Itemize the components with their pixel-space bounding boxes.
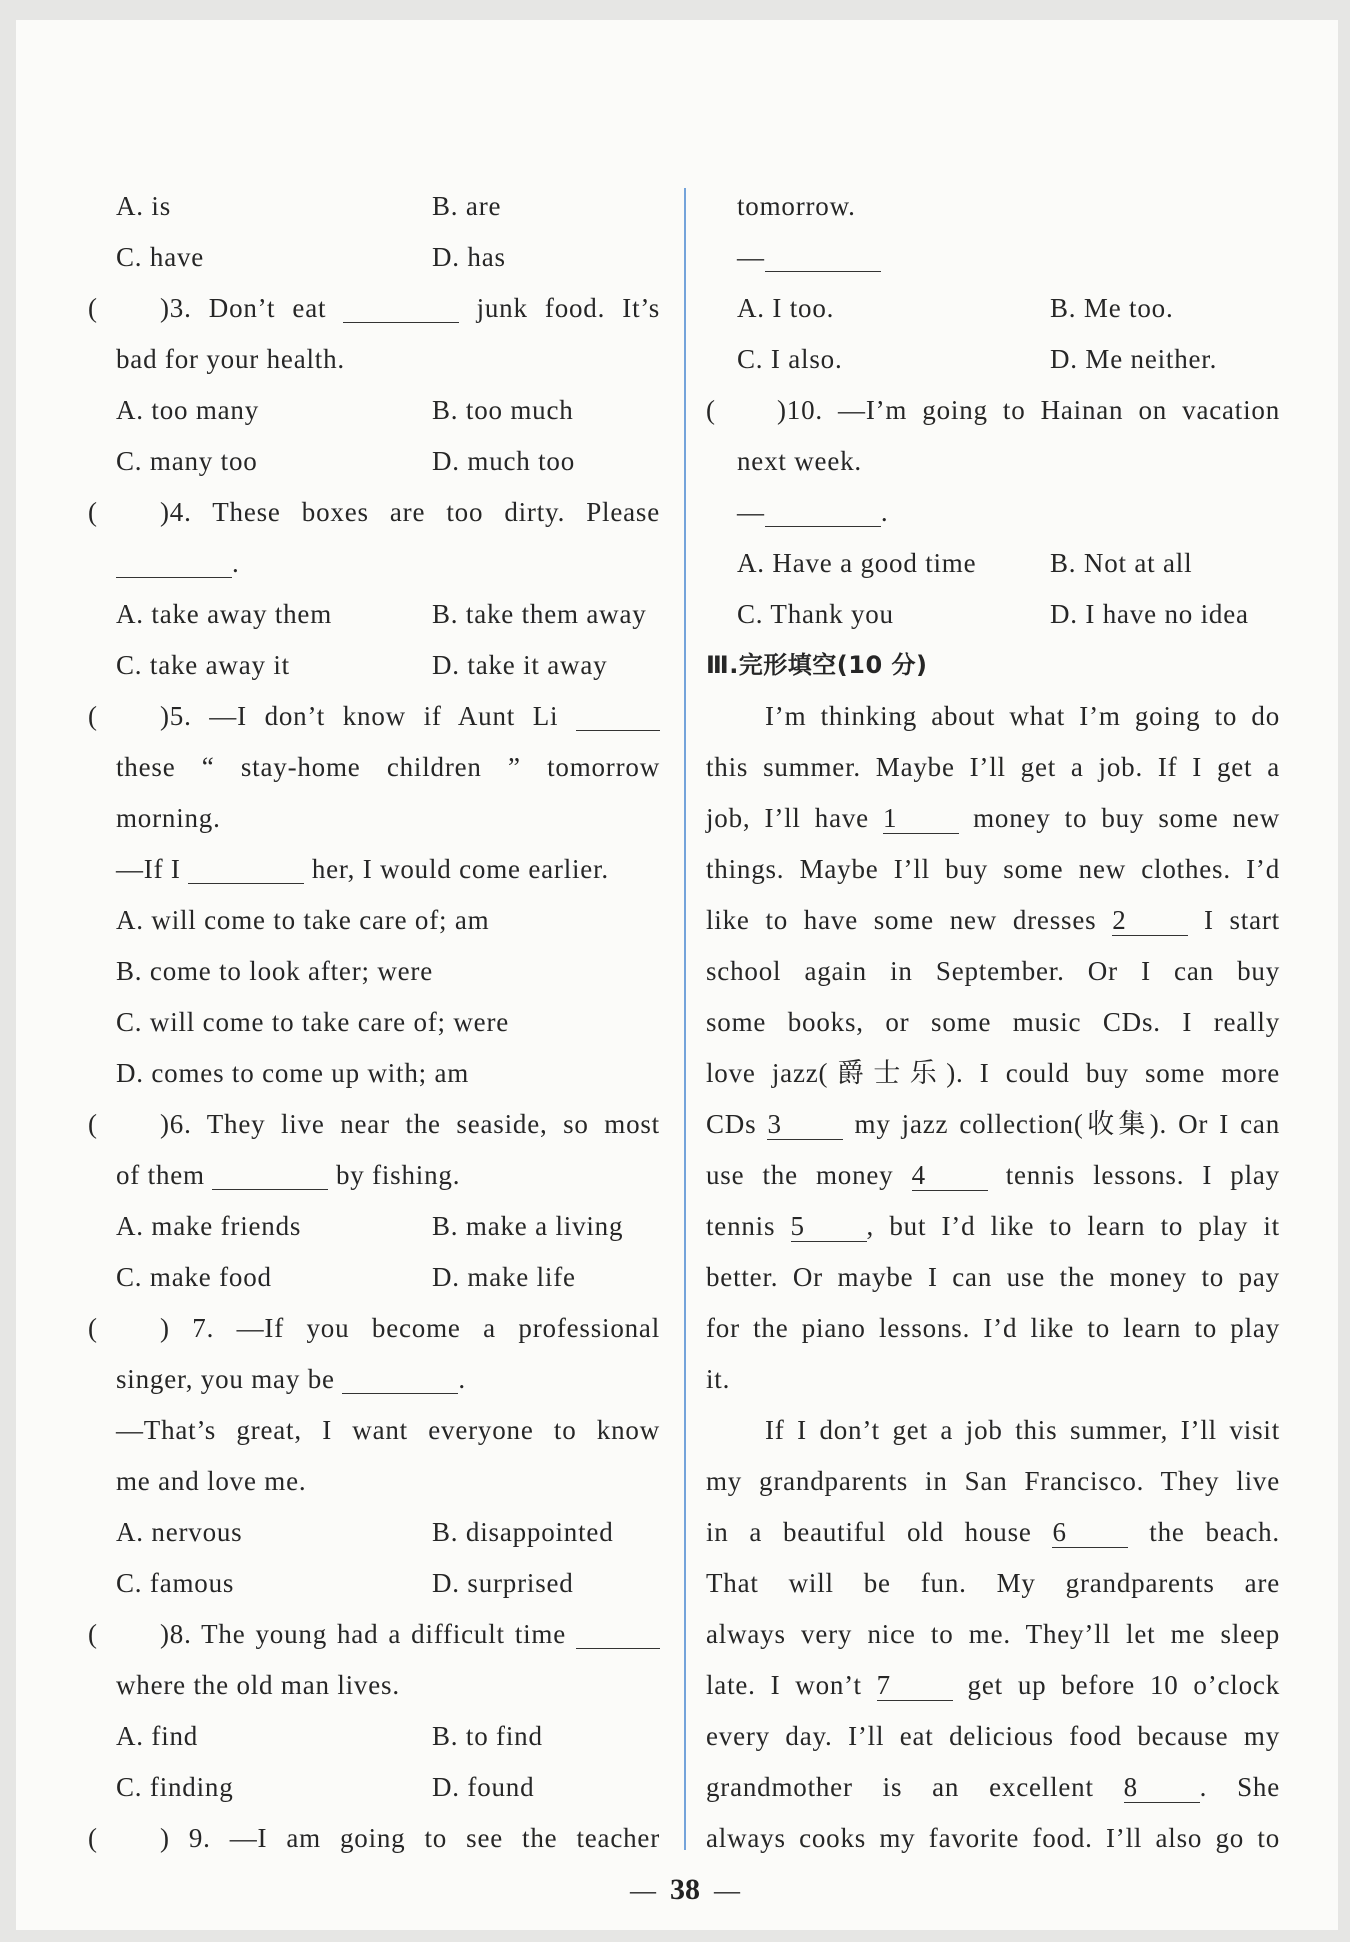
text-segment: job, I’ll have — [706, 803, 884, 833]
paragraph-line — [706, 691, 1280, 742]
options-row — [88, 232, 660, 283]
paragraph-line — [706, 793, 1280, 844]
numbered-blank: 6 — [1052, 1517, 1128, 1548]
options-row — [88, 1558, 660, 1609]
text-segment: , but I’d like to learn to play it — [866, 1211, 1280, 1241]
text-segment: late. I won’t — [706, 1670, 877, 1700]
text-segment: my grandparents in San Francisco. They live — [706, 1466, 1280, 1496]
option-right: D. found — [432, 1772, 535, 1802]
text-segment: her, I would come earlier. — [304, 854, 609, 884]
options-row — [88, 436, 660, 487]
options-row — [88, 1507, 660, 1558]
text-segment: tennis — [706, 1211, 791, 1241]
paragraph-line — [706, 844, 1280, 895]
question-line — [88, 283, 660, 334]
text-line — [88, 1660, 660, 1711]
numbered-blank: 2 — [1112, 905, 1188, 936]
text-line — [88, 1354, 660, 1405]
answer-blank — [342, 1363, 458, 1394]
numbered-blank: 3 — [767, 1109, 843, 1140]
answer-bracket: ( — [88, 1619, 98, 1649]
text-line — [88, 895, 660, 946]
text-segment: grandmother is an excellent — [706, 1772, 1124, 1802]
text-segment: )8. The young had a difficult time — [160, 1619, 576, 1649]
option-right: B. Not at all — [1050, 548, 1193, 578]
text-segment: this summer. Maybe I’ll get a job. If I get a — [706, 752, 1280, 782]
options-row — [88, 1762, 660, 1813]
text-line — [706, 181, 1280, 232]
text-segment: bad for your health. — [116, 344, 345, 374]
text-line — [88, 1048, 660, 1099]
option-left: A. find — [116, 1721, 199, 1751]
text-segment: better. Or maybe I can use the money to pay — [706, 1262, 1280, 1292]
answer-blank — [188, 853, 304, 884]
text-segment: me and love me. — [116, 1466, 307, 1496]
text-segment: get up before 10 o’clock — [952, 1670, 1280, 1700]
text-segment: in a beautiful old house — [706, 1517, 1053, 1547]
options-row — [88, 181, 660, 232]
page-number-value: 38 — [670, 1873, 700, 1906]
option-right: B. are — [432, 191, 502, 221]
text-segment: That will be fun. My grandparents are — [706, 1568, 1280, 1598]
text-line — [706, 232, 1280, 283]
question-line — [88, 487, 660, 538]
options-row — [88, 385, 660, 436]
text-line — [88, 538, 660, 589]
option-left: A. I too. — [737, 293, 835, 323]
answer-bracket: ( — [88, 497, 98, 527]
numbered-blank: 7 — [877, 1670, 953, 1701]
option-right: D. take it away — [432, 650, 608, 680]
options-row — [706, 334, 1280, 385]
paragraph-line — [706, 1813, 1280, 1864]
text-segment: — — [737, 497, 765, 527]
paragraph-line — [706, 1354, 1280, 1405]
option-left: A. is — [116, 191, 172, 221]
paragraph-line — [706, 1252, 1280, 1303]
option-left: C. make food — [116, 1262, 272, 1292]
text-segment: tennis lessons. I play — [987, 1160, 1280, 1190]
text-segment: these “ stay-home children ” tomorrow — [116, 752, 660, 782]
text-segment: money to buy some new — [959, 803, 1280, 833]
answer-bracket: ( — [88, 1109, 98, 1139]
option-left: A. make friends — [116, 1211, 302, 1241]
option-right: D. Me neither. — [1050, 344, 1218, 374]
text-line — [88, 1405, 660, 1456]
text-segment: CDs — [706, 1109, 768, 1139]
text-segment: every day. I’ll eat delicious food because my — [706, 1721, 1280, 1751]
page-number-dash-left: — — [630, 1876, 656, 1905]
right-column — [706, 181, 1280, 1864]
paragraph-line — [706, 1150, 1280, 1201]
text-line — [88, 997, 660, 1048]
text-segment: by fishing. — [328, 1160, 461, 1190]
option-right: D. much too — [432, 446, 576, 476]
paragraph-line — [706, 997, 1280, 1048]
option-right: B. disappointed — [432, 1517, 614, 1547]
text-segment: —That’s great, I want everyone to know — [116, 1415, 660, 1445]
option-left: C. Thank you — [737, 599, 894, 629]
numbered-blank: 1 — [883, 803, 959, 834]
paragraph-line — [706, 1558, 1280, 1609]
answer-bracket: ( — [88, 1313, 98, 1343]
text-segment: )4. These boxes are too dirty. Please — [160, 497, 660, 527]
text-line — [706, 487, 1280, 538]
text-segment: always cooks my favorite food. I’ll also go to — [706, 1823, 1280, 1853]
text-line — [88, 1456, 660, 1507]
paragraph-line — [706, 1762, 1280, 1813]
option-right: B. too much — [432, 395, 574, 425]
text-line — [88, 844, 660, 895]
paragraph-line — [706, 895, 1280, 946]
paragraph-line — [706, 1660, 1280, 1711]
text-segment: like to have some new dresses — [706, 905, 1113, 935]
question-line — [88, 1303, 660, 1354]
page-number-dash-right: — — [714, 1876, 740, 1905]
text-segment: D. comes to come up with; am — [116, 1058, 470, 1088]
numbered-blank: 4 — [912, 1160, 988, 1191]
answer-blank — [343, 292, 459, 323]
text-segment: . — [880, 497, 889, 527]
options-row — [88, 640, 660, 691]
option-right: D. make life — [432, 1262, 576, 1292]
paragraph-line — [706, 1507, 1280, 1558]
option-left: C. finding — [116, 1772, 234, 1802]
text-segment: . — [232, 548, 240, 578]
text-segment: B. come to look after; were — [116, 956, 433, 986]
text-segment: some books, or some music CDs. I really — [706, 1007, 1280, 1037]
option-right: D. has — [432, 242, 506, 272]
text-segment: singer, you may be — [116, 1364, 343, 1394]
answer-blank — [212, 1159, 328, 1190]
answer-blank — [116, 547, 232, 578]
text-segment: . — [458, 1364, 466, 1394]
option-left: C. famous — [116, 1568, 235, 1598]
paragraph-line — [706, 1201, 1280, 1252]
options-row — [706, 538, 1280, 589]
text-segment: I’m thinking about what I’m going to do — [765, 701, 1280, 731]
option-right: B. to find — [432, 1721, 543, 1751]
question-line — [88, 691, 660, 742]
text-segment: my jazz collection(收集). Or I can — [843, 1109, 1280, 1139]
option-left: A. too many — [116, 395, 260, 425]
text-segment: always very nice to me. They’ll let me sleep — [706, 1619, 1280, 1649]
text-segment: C. will come to take care of; were — [116, 1007, 510, 1037]
answer-blank — [576, 700, 660, 731]
option-left: A. Have a good time — [737, 548, 977, 578]
answer-blank — [765, 241, 881, 272]
text-segment: )6. They live near the seaside, so most — [160, 1109, 660, 1139]
text-line — [88, 946, 660, 997]
numbered-blank: 5 — [791, 1211, 867, 1242]
text-segment: —If I — [116, 854, 189, 884]
text-segment: things. Maybe I’ll buy some new clothes. I’d — [706, 854, 1280, 884]
question-line — [88, 1099, 660, 1150]
answer-bracket: ( — [88, 293, 98, 323]
text-line — [88, 742, 660, 793]
option-left: A. nervous — [116, 1517, 243, 1547]
text-segment: of them — [116, 1160, 213, 1190]
text-line — [88, 793, 660, 844]
options-row — [88, 589, 660, 640]
numbered-blank: 8 — [1124, 1772, 1200, 1803]
option-right: B. take them away — [432, 599, 647, 629]
text-segment: A. will come to take care of; am — [116, 905, 490, 935]
answer-bracket: ( — [88, 701, 98, 731]
text-segment: junk food. It’s — [459, 293, 660, 323]
text-segment: the beach. — [1128, 1517, 1280, 1547]
answer-bracket: ( — [88, 1823, 98, 1853]
question-line — [88, 1813, 660, 1864]
paragraph-line — [706, 1609, 1280, 1660]
text-segment: ) 7. —If you become a professional — [160, 1313, 660, 1343]
paragraph-line — [706, 1405, 1280, 1456]
text-segment: — — [737, 242, 765, 272]
options-row — [706, 283, 1280, 334]
text-segment: next week. — [737, 446, 862, 476]
column-divider — [684, 188, 686, 1850]
paragraph-line — [706, 1456, 1280, 1507]
options-row — [706, 589, 1280, 640]
paragraph-line — [706, 1099, 1280, 1150]
text-segment: tomorrow. — [737, 191, 856, 221]
answer-blank — [576, 1618, 660, 1649]
options-row — [88, 1201, 660, 1252]
option-right: D. surprised — [432, 1568, 574, 1598]
text-line — [88, 334, 660, 385]
text-segment: for the piano lessons. I’d like to learn to play — [706, 1313, 1280, 1343]
text-segment: )5. —I don’t know if Aunt Li — [160, 701, 576, 731]
page-number — [585, 1868, 785, 1912]
text-line — [706, 436, 1280, 487]
options-row — [88, 1252, 660, 1303]
text-segment: use the money — [706, 1160, 912, 1190]
option-right: B. make a living — [432, 1211, 624, 1241]
text-segment: it. — [706, 1364, 731, 1394]
text-segment: where the old man lives. — [116, 1670, 400, 1700]
text-segment: )10. —I’m going to Hainan on vacation — [777, 395, 1280, 425]
text-segment: . She — [1199, 1772, 1280, 1802]
option-left: C. take away it — [116, 650, 290, 680]
option-left: C. many too — [116, 446, 258, 476]
text-segment: )3. Don’t eat — [160, 293, 344, 323]
option-right: D. I have no idea — [1050, 599, 1249, 629]
text-line — [88, 1150, 660, 1201]
option-left: C. I also. — [737, 344, 843, 374]
option-right: B. Me too. — [1050, 293, 1174, 323]
paragraph-line — [706, 742, 1280, 793]
option-left: A. take away them — [116, 599, 333, 629]
question-line — [706, 385, 1280, 436]
option-left: C. have — [116, 242, 205, 272]
paragraph-line — [706, 1048, 1280, 1099]
answer-blank — [765, 496, 881, 527]
paragraph-line — [706, 946, 1280, 997]
section-heading: Ⅲ.完形填空(10 分) — [706, 651, 928, 679]
question-line — [88, 1609, 660, 1660]
paragraph-line — [706, 1303, 1280, 1354]
text-segment: love jazz(爵士乐). I could buy some more — [706, 1058, 1280, 1088]
answer-bracket: ( — [706, 395, 716, 425]
text-segment: ) 9. —I am going to see the teacher — [160, 1823, 660, 1853]
left-column — [88, 181, 660, 1864]
text-segment: morning. — [116, 803, 221, 833]
text-segment: If I don’t get a job this summer, I’ll visit — [765, 1415, 1280, 1445]
text-segment: school again in September. Or I can buy — [706, 956, 1280, 986]
text-segment: I start — [1188, 905, 1280, 935]
options-row — [88, 1711, 660, 1762]
paragraph-line — [706, 1711, 1280, 1762]
